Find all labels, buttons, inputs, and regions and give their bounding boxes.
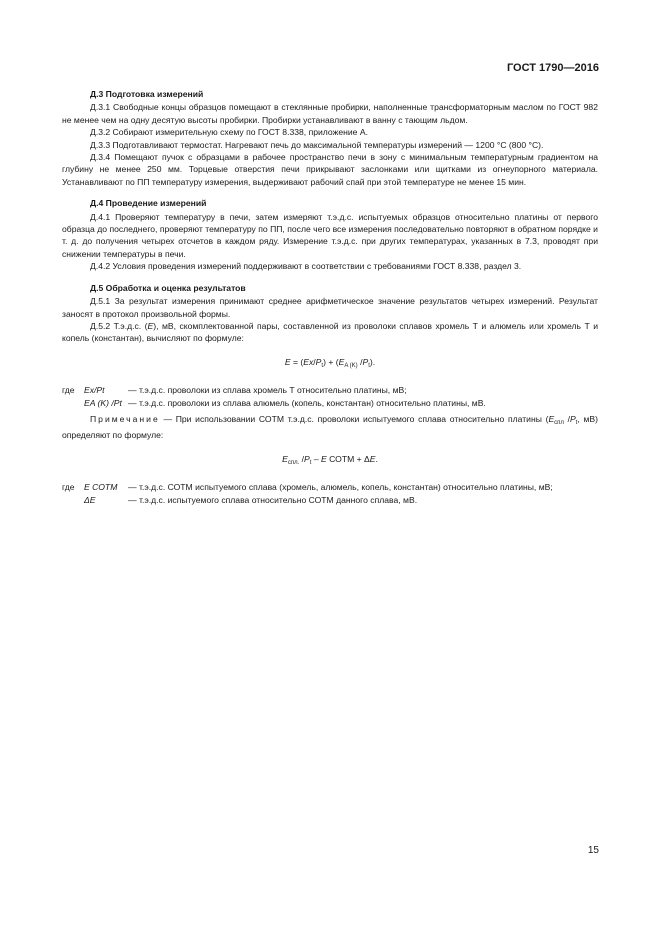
paragraph-d3-1: Д.3.1 Свободные концы образцов помещают в стеклянные пробирки, наполненные трансформаторным маслом по ГОСТ 982 не менее чем на одну десятую высоты пробирки. Пробирки устанавливают в ванну с тающим льдом. <box>62 102 598 125</box>
paragraph-d3-4: Д.3.4 Помещают пучок с образцами в рабочее пространство печи в зону с минимальным температурным градиентом на глубину не менее 250 мм. Торцевые отверстия печи прикрывают заслонками или щитками из огнеупорного материала. Устанавливают по ПП температуру измерения, выдерживают рабочий спай при этой температуре не менее 15 мин. <box>62 152 598 187</box>
paragraph-d5-2: Д.5.2 Т.э.д.с. (Е), мВ, скомплектованной пары, составленной из проволоки сплавов хромель Т и алюмель или хромель Т и копель (константан), вычисляют по формуле: <box>62 320 598 344</box>
standard-code: ГОСТ 1790—2016 <box>506 62 599 74</box>
paragraph-d4-2: Д.4.2 Условия проведения измерений поддерживают в соответствии с требованиями ГОСТ 8.338, раздел 3. <box>90 261 522 272</box>
definition-e-sotm: где E СОТМ — т.э.д.с. СОТМ испытуемого сплава (хромель, алюмель, копель, константан) относительно платины, мВ; <box>62 482 553 493</box>
section-d3-title: Д.3 Подготовка измерений <box>90 89 204 99</box>
paragraph-d3-2: Д.3.2 Собирают измерительную схему по ГОСТ 8.338, приложение А. <box>90 127 368 138</box>
section-d5-title: Д.5 Обработка и оценка результатов <box>90 282 246 293</box>
content-body <box>62 88 598 506</box>
definition-ea-pt: EA (K) /Pt — т.э.д.с. проволоки из сплава алюмель (копель, константан) относительно платины, мВ. <box>84 397 486 408</box>
paragraph-d4-1: Д.4.1 Проверяют температуру в печи, затем измеряют т.э.д.с. испытуемых образцов относительно платины от первого образца до последнего, проверяют температуру по ПП, после чего все измерения последовательно повторяют в обратном порядке и т. д. до получения четырех отсчетов в каждом ряду. Измерение т.э.д.с. при других температурах, указанных в 7.3, проводят при снижении температуры в печи. <box>62 211 598 259</box>
paragraph-d5-1: Д.5.1 За результат измерения принимают среднее арифметическое значение результатов четырех измерений. Результат заносят в протокол произвольной формы. <box>62 296 598 319</box>
note: Примечание — При использовании СОТМ т.э.д.с. проволоки испытуемого сплава относительно платины ($Е_{спл}$ $/P_t$, мВ) определяют по формуле: <box>62 413 598 441</box>
definition-ex-pt: где Ex/Pt — т.э.д.с. проволоки из сплава хромель Т относительно платины, мВ; <box>62 385 407 396</box>
formula-2: $Е_{спл.}$ $/P_t$ – E СОТМ + ΔE. <box>282 453 378 466</box>
definition-delta-e: ΔE — т.э.д.с. испытуемого сплава относительно СОТМ данного сплава, мВ. <box>84 494 418 505</box>
section-d4-title: Д.4 Проведение измерений <box>90 198 207 209</box>
formula-1: $Е = (Ex/P_t) + (E_{A (K)}$ $/P_t$). <box>284 356 376 369</box>
page-number: 15 <box>587 845 599 856</box>
paragraph-d3-3: Д.3.3 Подготавливают термостат. Нагревают печь до максимальной температуры измерений — 1200 °С (800 °С). <box>90 139 544 150</box>
